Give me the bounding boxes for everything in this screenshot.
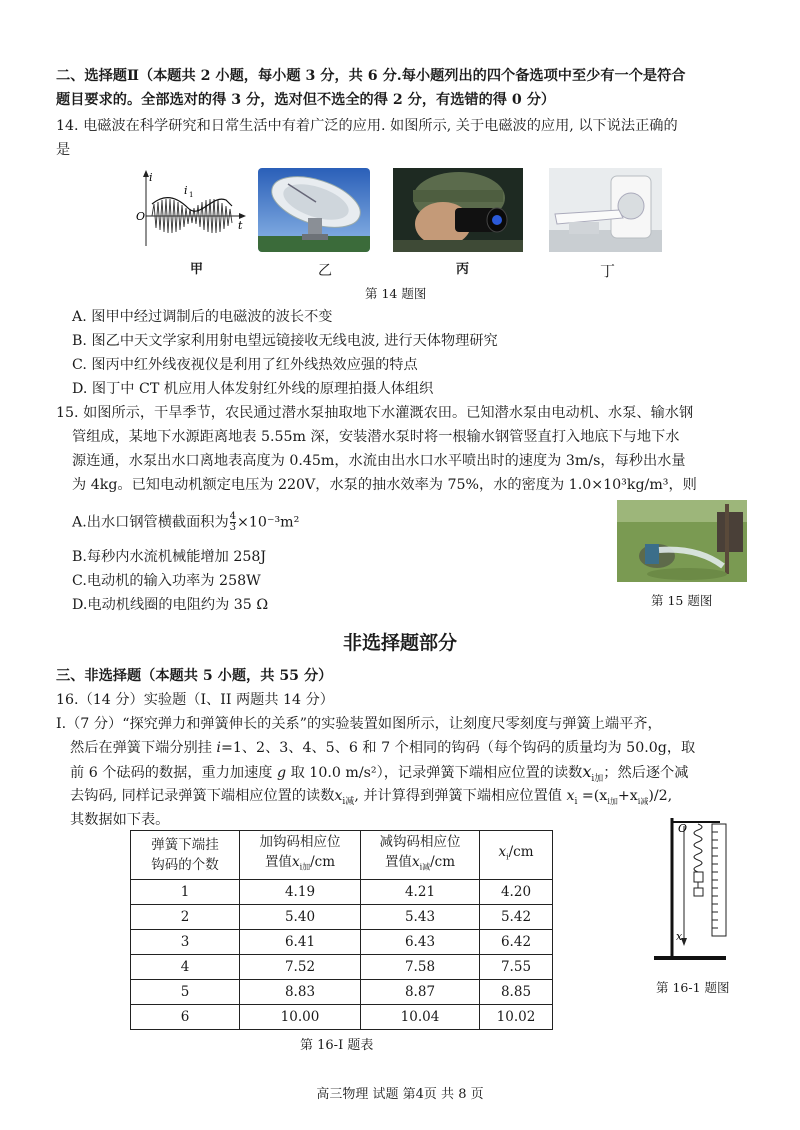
graph-axis-t: t — [238, 219, 243, 232]
q16-line3-x: x — [582, 762, 592, 781]
q16-line4-formula-sub: i — [574, 796, 578, 807]
q15-option-c: C.电动机的输入功率为 258W — [72, 573, 261, 589]
fig-label-yi: 乙 — [318, 263, 332, 279]
table-cell: 3 — [131, 930, 240, 955]
table-cell: 7.55 — [480, 955, 553, 980]
graph-axis-i: i — [149, 171, 153, 184]
q16-heading: 16.（14 分）实验题（I、II 两题共 14 分） — [56, 692, 334, 708]
table-header-remove: 减钩码相应位 置值$x_{i减}/cm$ — [361, 831, 480, 880]
radio-telescope-photo — [258, 168, 370, 252]
q16-line2-i: i — [216, 740, 221, 756]
q16-line4-a: 去钩码, 同样记录弹簧下端相应位置的读数 — [70, 788, 335, 804]
table-cell: 6.42 — [480, 930, 553, 955]
page-footer: 高三物理 试题 第4页 共 8 页 — [316, 1087, 484, 1102]
q14-stem-line1: 14. 电磁波在科学研究和日常生活中有着广泛的应用. 如图所示, 关于电磁波的应用, 以下说法正确的 — [56, 118, 678, 134]
table-caption: 第 16-I 题表 — [300, 1038, 374, 1053]
q16-line5: 其数据如下表。 — [70, 812, 170, 828]
q16-line4-f5: )/2, — [648, 788, 673, 804]
q15-stem-line1: 15. 如图所示，干旱季节，农民通过潜水泵抽取地下水灌溉农田。已知潜水泵由电动机、水泵、输水钢 — [56, 405, 694, 421]
q16-line4-formula-x: x — [566, 788, 575, 804]
table-cell: 7.52 — [240, 955, 361, 980]
q16-line1: I.（7 分）“探究弹力和弹簧伸长的关系”的实验装置如图所示，让刻度尺零刻度与弹簧上端平齐， — [56, 716, 662, 732]
q16-figure-caption: 第 16-1 题图 — [656, 980, 730, 995]
q15-figure-caption: 第 15 题图 — [651, 593, 713, 608]
q15-option-a-prefix: A.出水口钢管横截面积为 — [72, 514, 229, 531]
table-header-avg: $x_i/cm$ — [480, 831, 553, 880]
q16-line3-g: g — [277, 765, 287, 781]
table-cell: 10.04 — [361, 1005, 480, 1030]
diagram-origin-label: O — [678, 822, 688, 835]
q14-option-b: B. 图乙中天文学家利用射电望远镜接收无线电波, 进行天体物理研究 — [72, 333, 498, 349]
table-header-count: 弹簧下端挂 钩码的个数 — [131, 831, 240, 880]
q16-line3 — [70, 762, 688, 789]
q15-option-d: D.电动机线圈的电阻约为 35 Ω — [72, 597, 269, 613]
q15-stem-line2: 管组成，某地下水源距离地表 5.55m 深，安装潜水泵时将一根输水钢管竖直打入地底下与地下水 — [72, 429, 680, 445]
fig-label-jia: 甲 — [190, 262, 204, 277]
q14-option-a: A. 图甲中经过调制后的电磁波的波长不变 — [72, 309, 333, 325]
q16-line4-sub: i减 — [342, 796, 355, 807]
q16-line2 — [70, 738, 695, 758]
table-cell: 4.21 — [361, 880, 480, 905]
night-vision-photo — [393, 168, 523, 252]
q16-line4-formula-rest: =(x — [577, 788, 608, 804]
q15-stem-line3: 源连通，水泵出水口离地表高度为 0.45m，水流由出水口水平喷出时的速度为 3m/s，每秒出水量 — [72, 453, 686, 469]
table-cell: 8.83 — [240, 980, 361, 1005]
q16-line2-b: =1、2、3、4、5、6 和 7 个相同的钩码（每个钩码的质量均为 50.0g，取 — [220, 740, 696, 756]
table-cell: 10.02 — [480, 1005, 553, 1030]
graph-origin: O — [136, 210, 146, 223]
table-row — [131, 880, 553, 905]
q15-option-a — [72, 512, 299, 533]
fraction-denominator: 3 — [229, 522, 237, 533]
table-cell: 5.40 — [240, 905, 361, 930]
table-cell: 5.43 — [361, 905, 480, 930]
table-cell: 7.58 — [361, 955, 480, 980]
q16-line4-f3: +x — [617, 788, 638, 804]
q16-line3-sub: i加 — [591, 773, 604, 784]
graph-curve-sub: 1 — [189, 191, 194, 199]
table-cell: 6 — [131, 1005, 240, 1030]
water-pump-photo — [617, 500, 747, 582]
table-cell: 10.00 — [240, 1005, 361, 1030]
table-cell: 8.87 — [361, 980, 480, 1005]
q14-option-c: C. 图丙中红外线夜视仪是利用了红外线热效应强的特点 — [72, 357, 418, 373]
table-cell: 5 — [131, 980, 240, 1005]
table-header-add: 加钩码相应位 置值$x_{i加}/cm$ — [240, 831, 361, 880]
table-cell: 6.41 — [240, 930, 361, 955]
table-header-row — [131, 831, 553, 880]
table-row — [131, 955, 553, 980]
section2-heading-line2: 题目要求的。全部选对的得 3 分，选对但不选全的得 2 分，有选错的得 0 分） — [56, 92, 556, 108]
table-cell: 5.42 — [480, 905, 553, 930]
section3-heading: 三、非选择题（本题共 5 小题，共 55 分） — [56, 668, 333, 684]
graph-curve-label: i — [184, 184, 188, 197]
q14-figure-caption: 第 14 题图 — [365, 286, 427, 301]
table-cell: 1 — [131, 880, 240, 905]
fig-label-bing: 丙 — [456, 262, 470, 277]
q15-option-a-suffix: ×10⁻³m² — [237, 514, 300, 531]
table-row — [131, 905, 553, 930]
q16-line2-a: 然后在弹簧下端分别挂 — [70, 740, 217, 756]
fig-label-ding: 丁 — [600, 262, 616, 280]
table-row — [131, 1005, 553, 1030]
q14-stem-line2: 是 — [56, 142, 71, 158]
q16-line4-f2: i加 — [607, 796, 618, 806]
table-row — [131, 930, 553, 955]
fraction-numerator: 4 — [229, 511, 237, 522]
table-cell: 2 — [131, 905, 240, 930]
section2-heading-line1: 二、选择题Ⅱ（本题共 2 小题，每小题 3 分，共 6 分.每小题列出的四个备选项中至少有一个是符合 — [56, 68, 686, 84]
q15-stem-line4: 为 4kg。已知电动机额定电压为 220V，水泵的抽水效率为 75%，水的密度为 1.0×10³kg/m³，则 — [72, 477, 697, 493]
q16-line3-b: 取 10.0 m/s²），记录弹簧下端相应位置的读数 — [286, 765, 583, 781]
q15-option-a-fraction — [230, 512, 236, 533]
q16-line4-x: x — [334, 788, 343, 804]
table-cell: 4 — [131, 955, 240, 980]
table-cell: 6.43 — [361, 930, 480, 955]
q16-line3-a: 前 6 个砝码的数据，重力加速度 — [70, 765, 277, 781]
ct-machine-photo — [549, 168, 662, 252]
table-cell: 8.85 — [480, 980, 553, 1005]
table-row — [131, 980, 553, 1005]
q15-option-b: B.每秒内水流机械能增加 258J — [72, 549, 267, 565]
q16-line4-b: , 并计算得到弹簧下端相应位置值 — [354, 788, 567, 804]
spring-ruler-diagram — [652, 812, 748, 964]
part-title: 非选择题部分 — [342, 632, 457, 654]
q14-option-d: D. 图丁中 CT 机应用人体发射红外线的原理拍摄人体组织 — [72, 381, 434, 397]
q16-line4 — [70, 786, 672, 812]
diagram-axis-label: x — [676, 930, 683, 943]
spring-data-table — [130, 830, 553, 1030]
q16-line4-f4: i减 — [637, 796, 649, 806]
table-cell: 4.20 — [480, 880, 553, 905]
table-cell: 4.19 — [240, 880, 361, 905]
modulated-wave-graph — [130, 168, 248, 250]
q16-line3-c: ；然后逐个减 — [603, 765, 689, 781]
